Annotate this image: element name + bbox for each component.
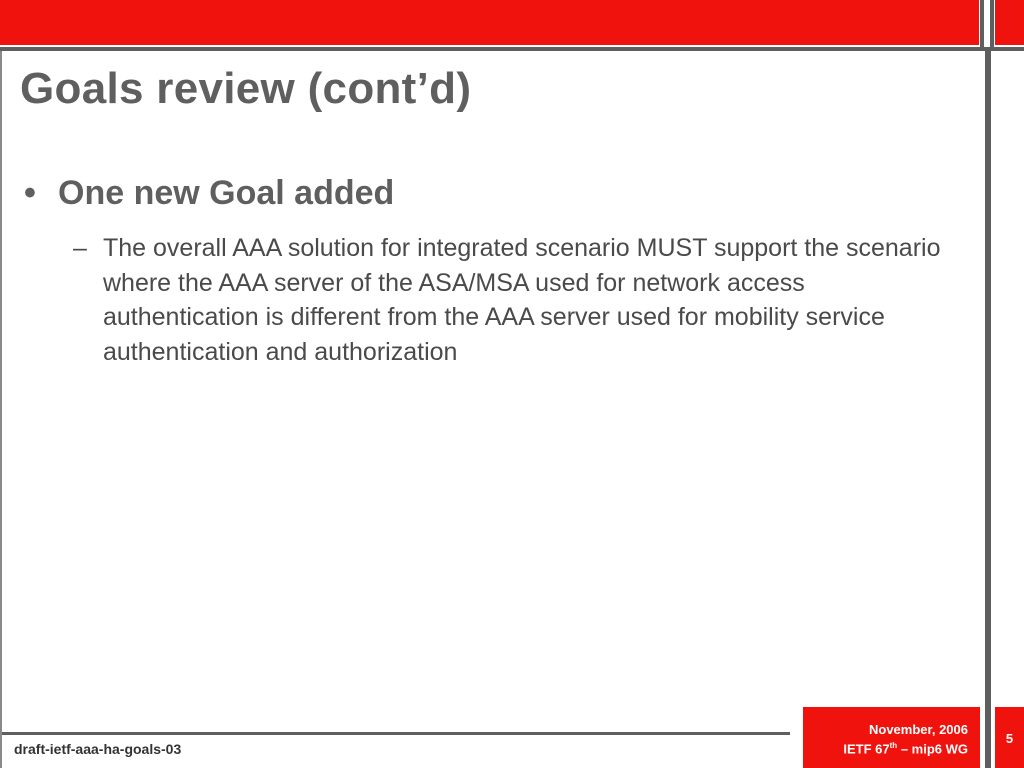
footer-event bbox=[843, 741, 968, 756]
left-border bbox=[0, 51, 2, 768]
page-number-box bbox=[995, 707, 1024, 768]
bullet-text: One new Goal added bbox=[58, 174, 395, 212]
footer-event-sup: th bbox=[889, 741, 898, 750]
footer-info-box bbox=[803, 707, 980, 768]
footer-draft-name: draft-ietf-aaa-ha-goals-03 bbox=[14, 741, 182, 757]
header-vertical-divider bbox=[980, 0, 984, 51]
bullet-marker: • bbox=[24, 174, 36, 212]
footer-event-prefix: IETF 67 bbox=[843, 741, 890, 757]
footer-date: November, 2006 bbox=[868, 722, 968, 737]
slide-title: Goals review (cont’d) bbox=[20, 64, 472, 113]
header-vertical-divider bbox=[990, 0, 994, 51]
header-red-corner bbox=[995, 0, 1024, 45]
footer-divider bbox=[2, 732, 790, 735]
sub-bullet-text: The overall AAA solution for integrated scenario MUST support the scenario where the AAA server of the ASA/MSA used for network access authentication is different from the AAA server used for mobility service authentication and authorization bbox=[103, 234, 941, 366]
right-vertical-bar bbox=[985, 51, 991, 768]
header-divider bbox=[0, 47, 1024, 51]
header-red-band bbox=[0, 0, 979, 45]
sub-bullet-marker: – bbox=[73, 234, 87, 262]
page-number: 5 bbox=[1005, 731, 1014, 746]
footer-event-suffix: – mip6 WG bbox=[897, 741, 968, 757]
